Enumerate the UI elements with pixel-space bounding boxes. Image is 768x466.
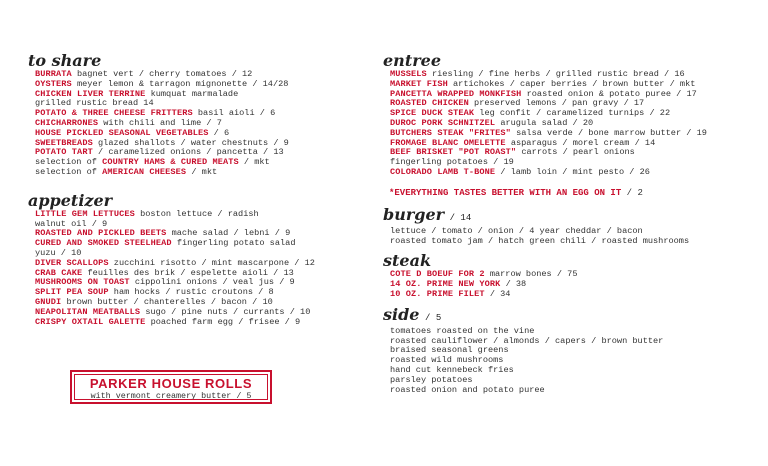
item-name: COTE D BOEUF FOR 2: [390, 269, 485, 280]
item-description: / 6: [213, 127, 230, 138]
item-name: PANCETTA WRAPPED MONKFISH: [390, 88, 522, 99]
section-title: steak: [383, 251, 432, 271]
menu-item: [390, 237, 763, 247]
item-description: arugula salad / 20: [500, 117, 594, 128]
item-name: CHICHARRONES: [35, 117, 99, 128]
item-name: HOUSE PICKLED SEASONAL VEGETABLES: [35, 127, 209, 138]
item-description: lettuce / tomato / onion / 4 year cheddar / bacon: [390, 225, 643, 236]
item-name: BUTCHERS STEAK "FRITES": [390, 127, 511, 138]
item-list: [28, 210, 368, 328]
item-name: DIVER SCALLOPS: [35, 257, 109, 268]
item-description: / mkt: [243, 157, 270, 168]
item-description: yuzu / 10: [35, 247, 82, 258]
item-name: ROASTED CHICKEN: [390, 98, 469, 109]
item-description: / mkt: [191, 166, 218, 177]
item-description: bagnet vert / cherry tomatoes / 12: [76, 69, 253, 79]
section-title: entree: [383, 51, 441, 70]
section-title: burger: [383, 204, 445, 224]
item-description: glazed shallots / water chestnuts / 9: [98, 137, 289, 148]
item-name: AMERICAN CHEESES: [102, 166, 187, 177]
item-name: BURRATA: [35, 69, 72, 79]
rolls-title: PARKER HOUSE ROLLS: [89, 376, 253, 391]
item-description: ham hocks / rustic croutons / 8: [113, 287, 274, 298]
item-name: NEAPOLITAN MEATBALLS: [35, 306, 141, 317]
item-description: fingerling potato salad: [176, 238, 296, 249]
item-list: [383, 270, 763, 299]
item-name: CRISPY OXTAIL GALETTE: [35, 316, 146, 327]
item-list: [383, 327, 763, 396]
item-description: / caramelized onions / pancetta / 13: [98, 147, 284, 158]
item-name: OYSTERS: [35, 78, 72, 89]
section-heading: [383, 252, 763, 270]
item-name: POTATO TART: [35, 147, 93, 158]
item-name: SWEETBREADS: [35, 137, 93, 148]
item-description: braised seasonal greens: [390, 345, 509, 356]
item-list: [383, 227, 763, 247]
item-description: / 34: [489, 288, 511, 299]
item-description: artichokes / caper berries / brown butter / mkt: [453, 78, 696, 89]
item-description: fingerling potatoes / 19: [390, 157, 514, 168]
item-description: walnut oil / 9: [35, 218, 108, 229]
item-description: roasted cauliflower / almonds / capers / brown butter: [390, 335, 664, 346]
item-description: roasted tomato jam / hatch green chili / roasted mushrooms: [390, 235, 690, 246]
menu-item: [390, 290, 763, 300]
section-heading: [28, 52, 368, 70]
item-description: sugo / pine nuts / currants / 10: [145, 306, 311, 317]
item-name: CURED AND SMOKED STEELHEAD: [35, 238, 172, 249]
item-name: FROMAGE BLANC OMELETTE: [390, 137, 506, 148]
item-description: roasted onion and potato puree: [390, 384, 545, 395]
item-description: meyer lemon & tarragon mignonette / 14/28: [76, 78, 289, 89]
item-description: feuilles des brik / espelette aioli / 13: [87, 267, 294, 278]
item-description: mache salad / lebni / 9: [171, 228, 291, 239]
item-description: carrots / pearl onions: [521, 147, 635, 158]
parker-house-rolls-box: [70, 370, 272, 404]
right-menu-column: [383, 52, 763, 401]
item-description: grilled rustic bread 14: [35, 98, 154, 109]
menu-section: [383, 206, 763, 247]
item-name: CHICKEN LIVER TERRINE: [35, 88, 146, 99]
item-description: riesling / fine herbs / grilled rustic bread / 16: [431, 69, 685, 79]
item-name: GNUDI: [35, 296, 62, 307]
menu-section: [28, 192, 368, 328]
egg-note-text: *EVERYTHING TASTES BETTER WITH AN EGG ON IT: [389, 187, 622, 198]
item-description: basil aioli / 6: [197, 108, 276, 119]
menu-item: [390, 168, 763, 178]
section-heading: [383, 52, 763, 70]
item-description: with chili and lime / 7: [103, 117, 222, 128]
section-title: side: [383, 304, 420, 324]
item-description: roasted wild mushrooms: [390, 355, 504, 366]
item-description: leg confit / caramelized turnips / 22: [479, 108, 671, 119]
item-name: MUSSELS: [390, 69, 427, 79]
item-name: MARKET FISH: [390, 78, 448, 89]
item-list: [28, 70, 368, 178]
item-name: BEEF BRISKET "POT ROAST": [390, 147, 517, 158]
menu-section: [383, 306, 763, 396]
section-title: to share: [28, 51, 102, 70]
item-name: POTATO & THREE CHEESE FRITTERS: [35, 108, 193, 119]
item-description: roasted onion & potato puree / 17: [526, 88, 697, 99]
item-prefix: selection of: [35, 157, 97, 168]
item-name: 10 OZ. PRIME FILET: [390, 288, 485, 299]
menu-item: [35, 318, 368, 328]
item-description: cippolini onions / veal jus / 9: [134, 277, 295, 288]
item-description: tomatoes roasted on the vine: [390, 325, 535, 336]
item-name: CRAB CAKE: [35, 267, 83, 278]
egg-note-price: / 2: [626, 187, 643, 198]
item-name: SPICE DUCK STEAK: [390, 108, 475, 119]
item-name: COUNTRY HAMS & CURED MEATS: [102, 157, 239, 168]
item-name: SPLIT PEA SOUP: [35, 287, 109, 298]
rolls-subtitle: with vermont creamery butter / 5: [90, 391, 252, 401]
item-name: 14 OZ. PRIME NEW YORK: [390, 279, 501, 290]
section-heading: [28, 192, 368, 210]
item-name: MUSHROOMS ON TOAST: [35, 277, 130, 288]
left-menu-column: [28, 52, 368, 333]
item-description: kumquat marmalade: [150, 88, 239, 99]
item-list: [383, 70, 763, 178]
item-description: / 38: [505, 279, 527, 290]
item-description: zucchini risotto / mint mascarpone / 12: [113, 257, 315, 268]
egg-note: [389, 188, 763, 198]
item-prefix: selection of: [35, 166, 97, 177]
item-description: / lamb loin / mint pesto / 26: [500, 166, 650, 177]
section-price: / 14: [449, 212, 472, 223]
item-name: DUROC PORK SCHNITZEL: [390, 117, 496, 128]
section-price: / 5: [425, 312, 442, 323]
section-heading: [383, 206, 763, 227]
item-description: preserved lemons / pan gravy / 17: [474, 98, 645, 109]
item-description: poached farm egg / frisee / 9: [150, 316, 301, 327]
item-description: salsa verde / bone marrow butter / 19: [516, 127, 707, 138]
section-heading: [383, 306, 763, 327]
item-description: boston lettuce / radish: [140, 208, 259, 219]
item-description: asparagus / morel cream / 14: [510, 137, 656, 148]
item-description: parsley potatoes: [390, 374, 473, 385]
menu-item: [390, 386, 763, 396]
menu-section: [28, 52, 368, 178]
section-title: appetizer: [28, 190, 113, 210]
item-name: LITTLE GEM LETTUCES: [35, 208, 135, 219]
item-name: ROASTED AND PICKLED BEETS: [35, 228, 167, 239]
item-description: marrow bones / 75: [489, 269, 578, 280]
menu-item: [35, 239, 368, 249]
menu-section: [383, 52, 763, 178]
item-description: hand cut kennebeck fries: [390, 364, 514, 375]
menu-item: [35, 168, 368, 178]
menu-section: [383, 252, 763, 299]
item-description: brown butter / chanterelles / bacon / 10: [66, 296, 273, 307]
item-name: COLORADO LAMB T-BONE: [390, 166, 496, 177]
